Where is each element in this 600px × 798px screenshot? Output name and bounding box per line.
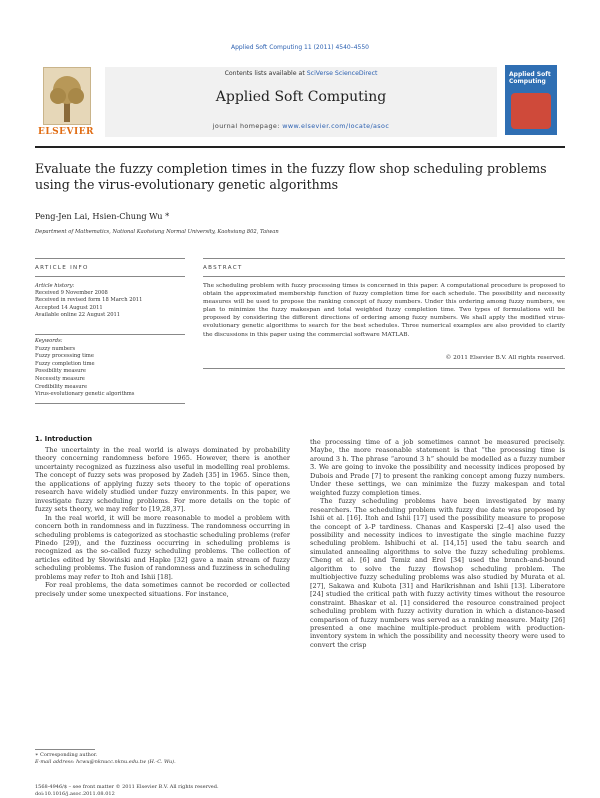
history-label: Article history: — [35, 283, 75, 289]
article-info-heading: ARTICLE INFO — [35, 265, 89, 271]
journal-reference[interactable]: Applied Soft Computing 11 (2011) 4540–4550 — [230, 44, 369, 51]
homepage-prefix: journal homepage: — [212, 122, 283, 130]
author-affiliation: Department of Mathematics, National Kaohsiung Normal University, Kaohsiung 802, Taiwan — [35, 229, 279, 235]
introduction-heading: 1. Introduction — [35, 435, 93, 443]
history-item: Received in revised form 18 March 2011 — [35, 297, 143, 304]
body-paragraph: For real problems, the data sometimes cannot be recorded or collected precisely under some unexpected situations. For instance, — [35, 581, 290, 598]
corresponding-author-note: ∗ Corresponding author. — [35, 752, 98, 758]
contents-prefix: Contents lists available at — [224, 70, 307, 77]
keywords-rule — [35, 334, 185, 335]
body-column-right — [310, 438, 565, 649]
keyword-item: Credibility measure — [35, 383, 88, 390]
keyword-item: Possibility measure — [35, 368, 86, 375]
body-paragraph: the processing time of a job sometimes cannot be measured precisely. Maybe, the more reasonable statement is that “the processing time is around 3 h. The phrase “around 3 h” should be modelled as a fuzzy number 3̃. We are going to invoke the possibility and necessity indices proposed by Dubois and Prade [7] to present the ranking concept among fuzzy numbers. Under these settings, we can minimize the fuzzy makespan and total weighted fuzzy completion times. — [310, 438, 565, 497]
article-title: Evaluate the fuzzy completion times in the fuzzy flow shop scheduling problems using the virus-evolutionary genetic algorithms — [35, 161, 547, 192]
masthead-banner — [105, 67, 497, 137]
abstract-bottom-rule — [203, 368, 565, 369]
sciencedirect-link[interactable]: SciVerse ScienceDirect — [306, 70, 378, 77]
elsevier-logo[interactable] — [35, 67, 97, 137]
cover-title: Applied Soft Computing — [509, 71, 551, 85]
abstract-text: The scheduling problem with fuzzy processing times is concerned in this paper. A computational procedure is proposed to obtain the approximated membership function of fuzzy completion time for each schedule. The possibility and necessity measures will be used to propose the ranking concept of fuzzy numbers. Under this ordering among fuzzy numbers, we plan to minimize the fuzzy makespan and total weighted fuzzy completion time. Two types of formulations will be proposed by considering the different directions of ordering among fuzzy numbers. We shall apply the modified virus-evolutionary genetic algorithms to search for the best schedules. Three numerical examples are also provided to clarify the discussions in this paper using the commercial software MATLAB. — [203, 283, 565, 338]
abstract-copyright: © 2011 Elsevier B.V. All rights reserved. — [445, 355, 565, 361]
doi-link[interactable]: doi:10.1016/j.asoc.2011.08.012 — [35, 791, 115, 797]
elsevier-wordmark: ELSEVIER — [37, 127, 95, 137]
tree-icon — [43, 67, 91, 125]
article-info-sub-rule — [35, 276, 185, 277]
contents-line — [105, 70, 497, 77]
abstract-sub-rule — [203, 276, 565, 277]
issn-line: 1568-4946/$ – see front matter © 2011 Elsevier B.V. All rights reserved. — [35, 784, 219, 790]
journal-title: Applied Soft Computing — [215, 89, 387, 105]
footnote-rule — [35, 749, 95, 750]
journal-cover-thumbnail[interactable] — [505, 65, 557, 135]
keyword-item: Virus-evolutionary genetic algorithms — [35, 391, 135, 398]
article-info-bottom-rule — [35, 403, 185, 404]
journal-homepage-line — [105, 122, 497, 130]
cover-art-image — [511, 93, 551, 129]
history-item: Received 9 November 2008 — [35, 290, 108, 297]
journal-homepage-link[interactable]: www.elsevier.com/locate/asoc — [282, 122, 390, 130]
author-email[interactable]: E-mail address: hcwu@nknucc.nknu.edu.tw (H.-C. Wu). — [35, 759, 176, 765]
keyword-item: Fuzzy numbers — [35, 345, 76, 352]
journal-masthead — [35, 57, 565, 145]
masthead-divider — [35, 146, 565, 148]
keyword-item: Necessity measure — [35, 375, 85, 382]
issn-block — [35, 784, 335, 798]
keyword-item: Fuzzy completion time — [35, 360, 95, 367]
abstract-heading: ABSTRACT — [203, 265, 243, 271]
history-item: Accepted 14 August 2011 — [35, 304, 103, 311]
keywords — [35, 338, 185, 399]
article-history — [35, 283, 185, 319]
abstract-top-rule — [203, 258, 565, 259]
body-paragraph: The uncertainty in the real world is always dominated by probability theory concerning randomness before 1965. However, there is another uncertainty recognized as fuzziness also useful in modelling real problems. The concept of fuzzy sets was proposed by Zadeh [35] in 1965. Since then, the applications of applying fuzzy sets theory to the topic of operations research have widely studied under fuzzy environments. In this paper, we investigate fuzzy scheduling problems. For more details on the topic of fuzzy sets theory, we may refer to [19,28,37]. — [35, 446, 290, 514]
article-info-top-rule — [35, 258, 185, 259]
article-authors[interactable]: Peng-Jen Lai, Hsien-Chung Wu * — [35, 211, 170, 221]
history-item: Available online 22 August 2011 — [35, 311, 121, 318]
body-paragraph: In the real world, it will be more reasonable to model a problem with concern both in randomness and in fuzziness. The randomness occurring in scheduling problems is categorized as stochastic scheduling problems (refer Pinedo [29]), and the fuzziness occurring in scheduling problems is recognized as the so-called fuzzy scheduling problems. The collection of articles edited by Słowiński and Hapke [32] gave a main stream of fuzzy scheduling problems. The fusion of randomness and fuzziness in scheduling problems may refer to Itoh and Ishii [18]. — [35, 513, 290, 581]
footnote — [35, 752, 290, 766]
body-column-left — [35, 446, 290, 598]
body-paragraph: The fuzzy scheduling problems have been investigated by many researchers. The scheduling problem with fuzzy due date was proposed by Ishii et al. [16]. Itoh and Ishii [17] used the possibility measure to propose the concept of λ-P tardiness. Chanas and Kasperski [2–4] also used the possibility and necessity indices to investigate the single machine fuzzy scheduling problem. Ishibuchi et al. [14,15] used the tabu search and simulated annealing algorithms to solve the fuzzy scheduling problems. Cheng et al. [6] and Temiz and Erol [34] used the branch-and-bound algorithm to solve the fuzzy flowshop scheduling problem. The multiobjective fuzzy scheduling problems was also studied by Murata et al. [27], Sakawa and Kubota [31] and Harikrishnan and Ishii [13]. Liberatore [24] studied the critical path with fuzzy activity times without the resource constraint. Bhaskar et al. [1] considered the resource constrained project scheduling problem with fuzzy activity duration in which a distance-based comparison of fuzzy numbers was served as a ranking measure. Maity [26] presented a one machine multiple-product problem with production-inventory system in which the possibility and necessity theory were used to convert the crisp — [310, 497, 565, 649]
keywords-label: Keywords: — [35, 338, 63, 344]
keyword-item: Fuzzy processing time — [35, 353, 94, 360]
